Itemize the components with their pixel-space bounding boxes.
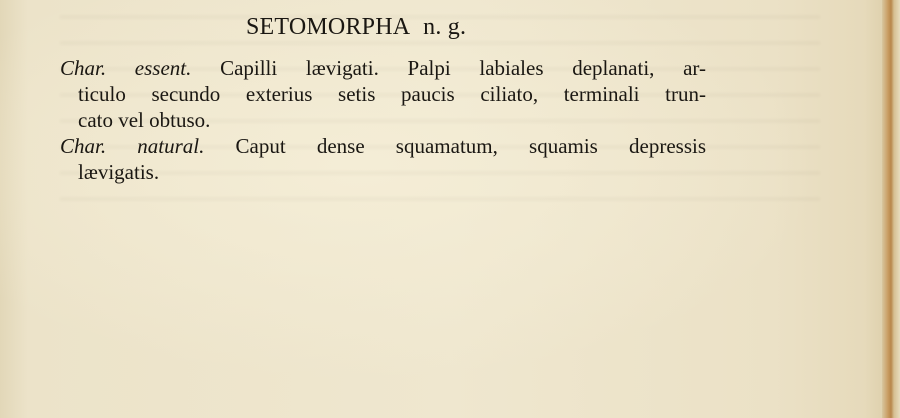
paragraph-line: cato vel obtuso. xyxy=(78,108,211,132)
paragraph-label: Char. natural. xyxy=(60,134,205,158)
page-fore-edge xyxy=(882,0,900,418)
paragraph-line: Char. natural. Caput dense squamatum, squamis depressis xyxy=(60,134,706,158)
genus-heading xyxy=(246,14,466,41)
new-genus-abbrev: n. g. xyxy=(423,14,467,40)
essential-characters-paragraph xyxy=(60,55,706,133)
paragraph-line: lævigatis. xyxy=(78,160,160,184)
paragraph-label: Char. essent. xyxy=(60,56,192,80)
genus-name: SETOMORPHA xyxy=(246,14,409,40)
natural-characters-paragraph xyxy=(60,133,706,185)
paragraph-line: Char. essent. Capilli lævigati. Palpi labiales deplanati, ar- xyxy=(60,56,706,80)
paragraph-line: ticulo secundo exterius setis paucis ciliato, terminali trun- xyxy=(78,82,706,106)
